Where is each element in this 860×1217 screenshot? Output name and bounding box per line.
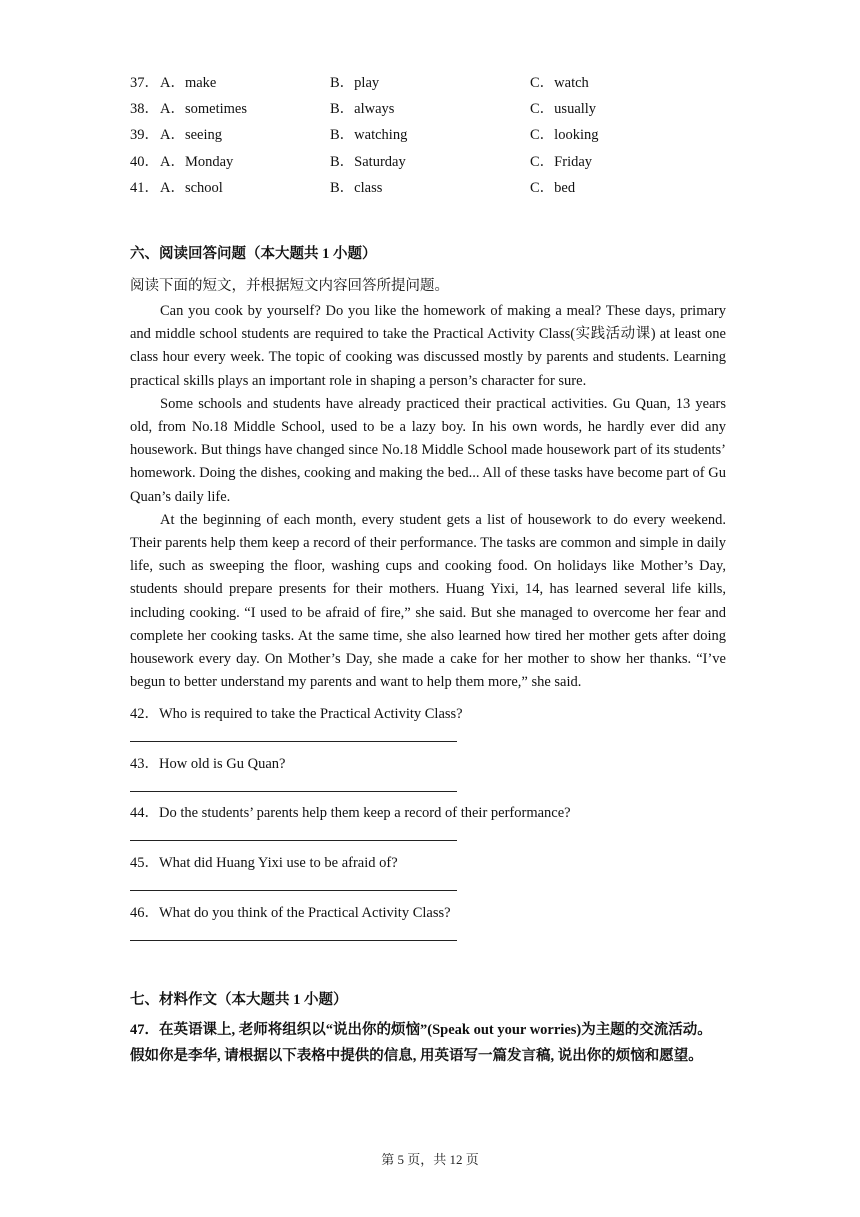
section-heading-reading: 六、阅读回答问题（本大题共 1 小题）	[130, 246, 377, 262]
answer-options	[130, 72, 730, 203]
answer-line[interactable]	[130, 890, 457, 891]
answer-line[interactable]	[130, 840, 457, 841]
question-42: 42．Who is required to take the Practical Activity Class?	[130, 706, 463, 722]
answer-line[interactable]	[130, 940, 457, 941]
option-b: B．play	[330, 75, 380, 91]
passage-paragraph: At the beginning of each month, every student gets a list of housework to do every weekend. Their parents help them keep a record of their performance. The tasks are common and simple in daily life, such as sweeping the floor, washing cups and cooking food. On holidays like Mother’s Day, students should prepare presents for their mothers. Huang Yixi, 14, has learned several life kills, including cooking. “I used to be afraid of fire,” she said. But she managed to overcome her fear and complete her cooking tasks. At the same time, she also learned how tired her mother gets after doing housework every day. On Mother’s Day, she made a cake for her mother to show her thanks. “I’ve begun to better understand my parents and want to help them more,” she said.	[130, 511, 726, 691]
option-row	[130, 177, 730, 203]
option-row	[130, 72, 730, 98]
option-c: C．Friday	[530, 153, 593, 170]
question-45: 45．What did Huang Yixi use to be afraid of?	[130, 855, 398, 871]
page-footer: 第 5 页，共 12 页	[381, 1152, 479, 1167]
option-b: B．always	[330, 101, 395, 118]
question-43: 43．How old is Gu Quan?	[130, 756, 286, 772]
question-number: 37．	[130, 75, 159, 91]
writing-task-line: 47．在英语课上, 老师将组织以“说出你的烦恼”(Speak out your worries)为主题的交流活动。	[130, 1022, 712, 1038]
option-a: A．make	[160, 75, 217, 91]
reading-instruction: 阅读下面的短文，并根据短文内容回答所提问题。	[130, 278, 449, 294]
option-row	[130, 151, 730, 177]
passage-paragraph: Can you cook by yourself? Do you like the homework of making a meal? These days, primary and middle school students are required to take the Practical Activity Class(实践活动课) at least one class hour every week. The topic of cooking was discussed mostly by parents and students. Learning practical skills plays an important role in shaping a person’s character for sure.	[130, 303, 726, 389]
section-heading-writing: 七、材料作文（本大题共 1 小题）	[130, 992, 348, 1008]
option-b: B．class	[330, 179, 383, 196]
option-row	[130, 98, 730, 124]
question-46: 46．What do you think of the Practical Activity Class?	[130, 905, 451, 921]
question-number: 38．	[130, 101, 159, 118]
option-c: C．bed	[530, 179, 576, 196]
writing-task	[130, 1018, 726, 1069]
question-number: 40．	[130, 153, 159, 170]
option-a: A．sometimes	[160, 101, 247, 118]
question-number: 41．	[130, 179, 159, 196]
writing-task-line: 假如你是李华, 请根据以下表格中提供的信息, 用英语写一篇发言稿, 说出你的烦恼和愿望。	[130, 1047, 703, 1064]
answer-line[interactable]	[130, 741, 457, 742]
option-c: C．looking	[530, 127, 599, 144]
option-row	[130, 124, 730, 150]
option-a: A．Monday	[160, 153, 234, 170]
reading-passage	[130, 300, 726, 694]
question-44: 44．Do the students’ parents help them keep a record of their performance?	[130, 805, 571, 821]
option-a: A．seeing	[160, 127, 223, 144]
option-b: B．Saturday	[330, 153, 406, 170]
option-c: C．usually	[530, 101, 597, 118]
option-a: A．school	[160, 179, 223, 196]
option-b: B．watching	[330, 127, 408, 144]
question-number: 39．	[130, 127, 159, 144]
answer-line[interactable]	[130, 791, 457, 792]
option-c: C．watch	[530, 75, 589, 91]
passage-paragraph: Some schools and students have already practiced their practical activities. Gu Quan, 13 years old, from No.18 Middle School, used to be a lazy boy. In his own words, he hardly ever did any housework. But things have changed since No.18 Middle School made housework part of its students’ homework. Doing the dishes, cooking and making the bed... All of these tasks have become part of Gu Quan’s daily life.	[130, 395, 726, 505]
